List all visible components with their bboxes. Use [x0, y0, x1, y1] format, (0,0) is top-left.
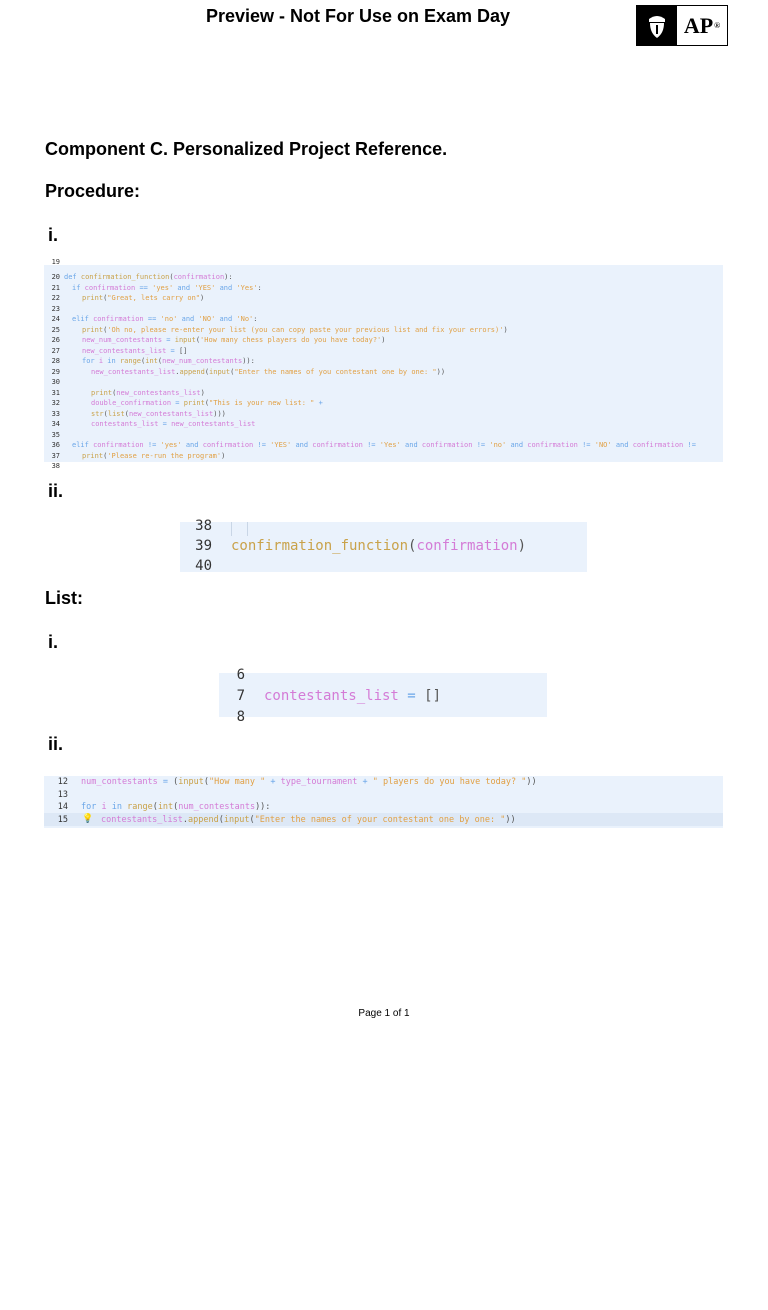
- line-number: 21: [51, 283, 60, 292]
- acorn-icon: [637, 6, 677, 45]
- code-line: str(list(new_contestants_list))): [91, 409, 226, 418]
- code-line: def confirmation_function(confirmation):: [64, 273, 233, 281]
- code-line: print(new_contestants_list): [91, 388, 205, 397]
- lightbulb-icon[interactable]: 💡: [82, 814, 94, 824]
- line-number: 29: [51, 367, 60, 376]
- code-line: num_contestants = (input("How many " + type_tournament + " players do you have today? ")): [81, 777, 537, 787]
- line-number: 32: [51, 399, 60, 407]
- line-number: 38: [195, 518, 212, 534]
- code-line: print('Oh no, please re-enter your list (you can copy paste your previous list and fix your errors)'): [82, 325, 508, 334]
- code-line: elif confirmation != 'yes' and confirmation != 'YES' and confirmation != 'Yes' and confirmation != 'no' and confirmation != 'NO' and confirmation !=: [72, 441, 696, 449]
- code-line: contestants_list = new_contestants_list: [91, 420, 256, 428]
- line-number: 28: [51, 357, 60, 365]
- indent-guide: [231, 522, 232, 536]
- line-number: 12: [57, 777, 68, 787]
- code-line: contestants_list = []: [264, 688, 442, 704]
- code-line: new_contestants_list = []: [82, 346, 188, 355]
- line-number: 37: [51, 451, 60, 460]
- line-number: 22: [51, 294, 60, 302]
- line-number: 14: [57, 802, 68, 812]
- procedure-code-block-i: [44, 258, 723, 470]
- code-line: elif confirmation == 'no' and 'NO' and 'No':: [72, 315, 258, 323]
- code-line: if confirmation == 'yes' and 'YES' and 'Yes':: [72, 283, 262, 292]
- line-number: 24: [51, 315, 60, 323]
- list-code-block-ii: [44, 776, 723, 828]
- procedure-heading: Procedure:: [45, 181, 141, 201]
- line-number: 38: [51, 462, 60, 470]
- line-number: 40: [195, 558, 212, 574]
- line-number: 27: [51, 346, 60, 355]
- line-number: 26: [51, 336, 60, 344]
- line-number: 6: [236, 667, 245, 683]
- list-part-ii-label: ii.: [48, 734, 64, 754]
- registered-mark: ®: [714, 21, 721, 30]
- page-footer: Page 1 of 1: [358, 1008, 410, 1019]
- code-line: print("Great, lets carry on"): [82, 294, 205, 302]
- list-code-block-i: [219, 667, 547, 725]
- page-header-title: Preview - Not For Use on Exam Day: [205, 6, 511, 26]
- line-number: 8: [236, 709, 245, 725]
- list-part-i-label: i.: [48, 632, 59, 652]
- indent-guide: [247, 522, 248, 536]
- ap-logo: [636, 5, 728, 46]
- line-number: 20: [51, 273, 60, 281]
- line-number: 23: [51, 304, 60, 313]
- list-heading: List:: [45, 588, 83, 608]
- line-number: 33: [51, 409, 60, 418]
- line-number: 19: [51, 258, 60, 266]
- line-number: 31: [51, 388, 60, 397]
- procedure-part-i-label: i.: [48, 225, 59, 245]
- code-line: for i in range(int(new_num_contestants)):: [82, 357, 255, 365]
- line-number: 35: [51, 430, 60, 439]
- code-line: double_confirmation = print("This is your new list: " +: [91, 399, 323, 407]
- code-line: new_num_contestants = input('How many chess players do you have today?'): [82, 336, 386, 344]
- line-number: 34: [51, 420, 60, 428]
- code-line: for i in range(int(num_contestants)):: [81, 802, 271, 812]
- line-number: 13: [57, 789, 68, 800]
- code-line: confirmation_function(confirmation): [231, 538, 527, 554]
- code-line: print('Please re-run the program'): [82, 451, 226, 460]
- line-number: 30: [51, 378, 60, 386]
- line-number: 25: [51, 325, 60, 334]
- code-line: new_contestants_list.append(input("Enter the names of you contestant one by one: ")): [91, 367, 446, 376]
- code-line: contestants_list.append(input("Enter the names of your contestant one by one: ")): [101, 814, 516, 825]
- line-number: 36: [51, 441, 60, 449]
- line-number: 15: [57, 814, 68, 825]
- procedure-code-block-ii: [180, 518, 587, 574]
- line-number: 39: [195, 538, 212, 554]
- procedure-part-ii-label: ii.: [48, 481, 64, 501]
- line-number: 7: [236, 688, 245, 704]
- component-title: Component C. Personalized Project Reference.: [45, 139, 448, 159]
- ap-logo-text: AP: [683, 12, 714, 38]
